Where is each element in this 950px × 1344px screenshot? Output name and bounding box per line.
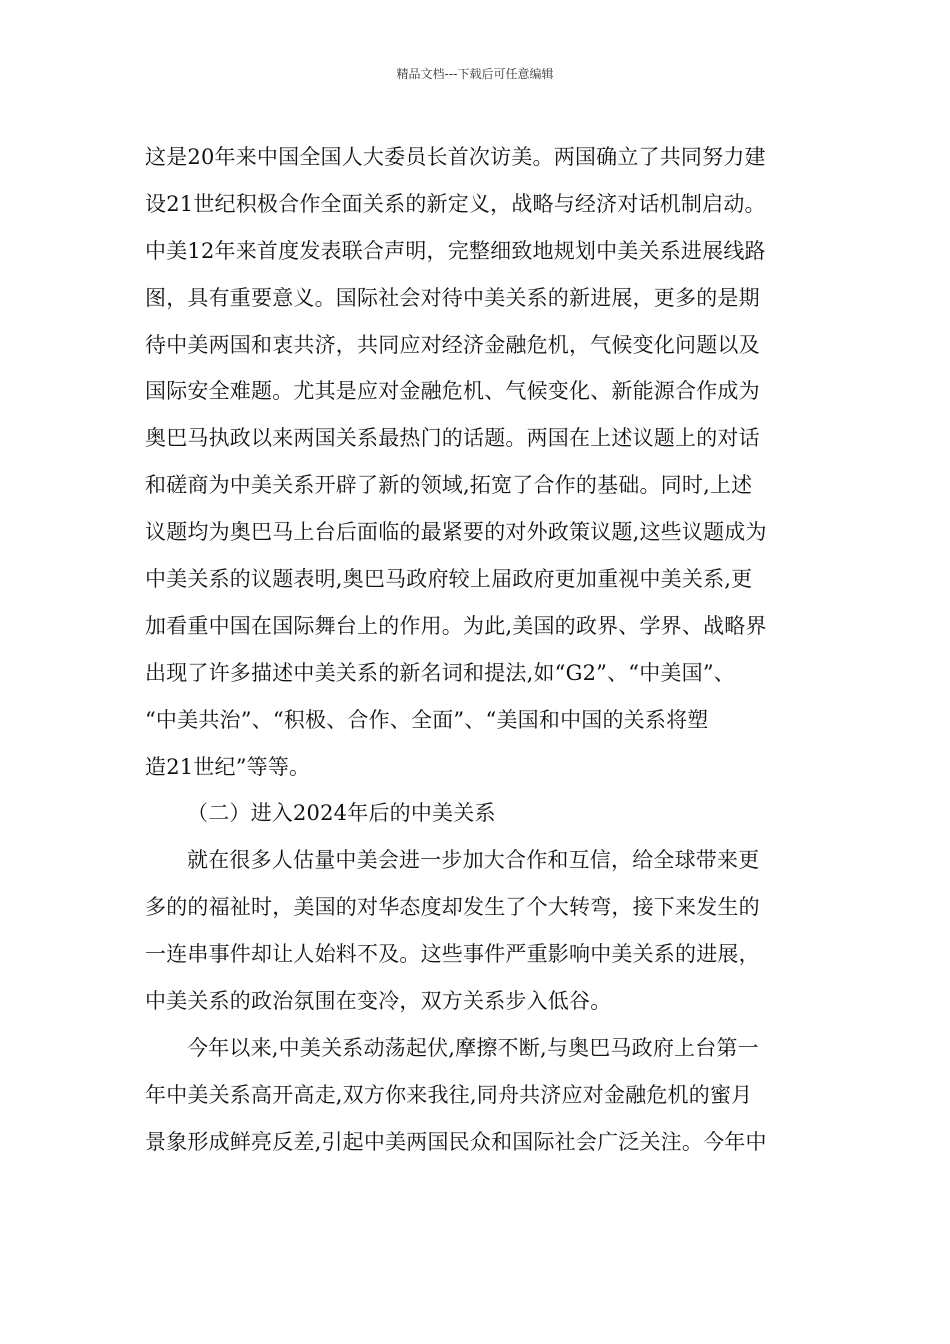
text-line: 中美关系的政治氛围在变冷，双方关系步入低谷。 (145, 989, 612, 1014)
text-line: 造21世纪”等等。 (145, 754, 311, 779)
text-line: 景象形成鲜亮反差,引起中美两国民众和国际社会广泛关注。今年中 (145, 1129, 767, 1154)
paragraph-first-line: 今年以来,中美关系动荡起伏,摩擦不断,与奥巴马政府上台第一 (187, 1035, 759, 1060)
paragraph-first-line: 就在很多人估量中美会进一步加大合作和互信，给全球带来更 (187, 848, 760, 873)
text-line: 出现了许多描述中美关系的新名词和提法,如“G2”、“中美国”、 (145, 660, 735, 685)
text-line: 一连串事件却让人始料不及。这些事件严重影响中美关系的进展， (145, 942, 760, 967)
text-line: 议题均为奥巴马上台后面临的最紧要的对外政策议题,这些议题成为 (145, 520, 767, 545)
text-line: 和磋商为中美关系开辟了新的领域,拓宽了合作的基础。同时,上述 (145, 473, 753, 498)
text-line: 多的的福祉时，美国的对华态度却发生了个大转弯，接下来发生的 (145, 895, 760, 920)
page-header: 精品文档---下载后可任意编辑 (396, 67, 554, 81)
document-body (145, 134, 810, 1166)
text-line: 待中美两国和衷共济，共同应对经济金融危机，气候变化问题以及 (145, 332, 760, 357)
text-line: 加看重中国在国际舞台上的作用。为此,美国的政界、学界、战略界 (145, 613, 767, 638)
text-line: 奥巴马执政以来两国关系最热门的话题。两国在上述议题上的对话 (145, 426, 760, 451)
text-line: 中美12年来首度发表联合声明，完整细致地规划中美关系进展线路 (145, 238, 766, 263)
text-line: 国际安全难题。尤其是应对金融危机、气候变化、新能源合作成为 (145, 379, 760, 404)
section-heading: （二）进入2024年后的中美关系 (187, 801, 496, 826)
text-line: 年中美关系高开高走,双方你来我往,同舟共济应对金融危机的蜜月 (145, 1082, 753, 1107)
text-line: “中美共治”、“积极、合作、全面”、“美国和中国的关系将塑 (145, 707, 709, 732)
text-line: 图，具有重要意义。国际社会对待中美关系的新进展，更多的是期 (145, 285, 760, 310)
text-line: 中美关系的议题表明,奥巴马政府较上届政府更加重视中美关系,更 (145, 567, 753, 592)
text-line: 这是20年来中国全国人大委员长首次访美。两国确立了共同努力建 (145, 145, 766, 169)
text-line: 设21世纪积极合作全面关系的新定义，战略与经济对话机制启动。 (145, 191, 766, 216)
